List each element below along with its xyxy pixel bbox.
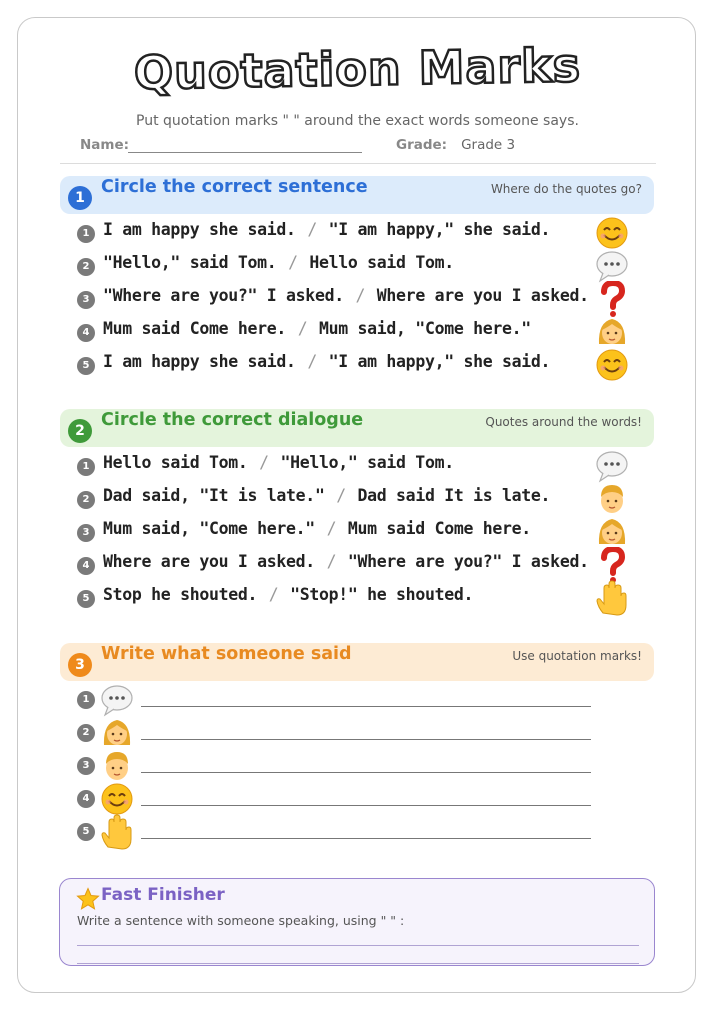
item-number: 1: [77, 458, 95, 476]
grade-label: Grade:: [396, 137, 448, 153]
item-number: 4: [77, 324, 95, 342]
item-number: 5: [77, 357, 95, 375]
option-b[interactable]: Mum said, "Come here.": [318, 319, 531, 338]
fast-finisher-box: [59, 878, 655, 966]
woman-icon: [99, 715, 135, 751]
item-number: 1: [77, 691, 95, 709]
sentence-pair: [103, 486, 550, 505]
option-a[interactable]: Where are you I asked.: [103, 552, 315, 571]
sentence-pair: [103, 453, 454, 472]
writing-row: [77, 684, 597, 716]
writing-row: [77, 816, 597, 848]
option-a[interactable]: Stop he shouted.: [103, 585, 258, 604]
speech-bubble-icon: [594, 448, 630, 484]
page-title: Quotation Marks: [133, 38, 582, 100]
option-b[interactable]: Hello said Tom.: [309, 253, 454, 272]
speech-bubble-icon: [99, 682, 135, 718]
item-number: 3: [77, 291, 95, 309]
smiley-icon: [594, 347, 630, 383]
separator: /: [307, 220, 317, 239]
woman-icon: [594, 314, 630, 350]
section2-hint: Quotes around the words!: [485, 415, 642, 429]
item-number: 2: [77, 491, 95, 509]
section1-heading: Circle the correct sentence: [101, 177, 368, 197]
sentence-pair: [103, 552, 589, 571]
fast-finisher-heading: Fast Finisher: [101, 885, 225, 905]
answer-line[interactable]: [141, 805, 591, 806]
section2-item: [77, 484, 637, 514]
separator: /: [336, 486, 346, 505]
answer-line[interactable]: [77, 963, 639, 964]
section2-item: [77, 583, 637, 613]
fast-finisher-instruction: Write a sentence with someone speaking, using " " :: [77, 913, 405, 928]
option-b[interactable]: "Where are you?" I asked.: [347, 552, 589, 571]
section1-item: [77, 284, 637, 314]
woman-icon: [594, 514, 630, 550]
smiley-icon: [99, 781, 135, 817]
separator: /: [326, 552, 337, 571]
sentence-pair: [103, 519, 531, 538]
option-a[interactable]: Dad said, "It is late.": [103, 486, 325, 505]
section1-header: [60, 176, 654, 214]
section2-heading: Circle the correct dialogue: [101, 410, 364, 430]
name-field-line[interactable]: [128, 152, 362, 153]
page-subtitle: Put quotation marks " " around the exact words someone says.: [136, 113, 579, 129]
sentence-pair: [103, 286, 589, 305]
section1-hint: Where do the quotes go?: [490, 182, 642, 196]
option-a[interactable]: I am happy she said.: [103, 352, 296, 371]
section1-item: [77, 251, 637, 281]
option-a[interactable]: "Hello," said Tom.: [103, 253, 277, 272]
separator: /: [326, 519, 337, 538]
section1-item: [77, 350, 637, 380]
section3-number: 3: [68, 653, 92, 677]
option-b[interactable]: "I am happy," she said.: [328, 352, 551, 371]
separator: /: [297, 319, 308, 338]
sentence-pair: [103, 220, 550, 239]
answer-line[interactable]: [141, 838, 591, 839]
answer-line[interactable]: [77, 945, 639, 946]
raised-hand-icon: [594, 580, 630, 616]
separator: /: [268, 585, 279, 604]
section1-item: [77, 218, 637, 248]
option-a[interactable]: I am happy she said.: [103, 220, 296, 239]
grade-value: Grade 3: [461, 137, 516, 153]
option-a[interactable]: Hello said Tom.: [103, 453, 248, 472]
option-b[interactable]: Dad said It is late.: [357, 486, 551, 505]
option-b[interactable]: Mum said Come here.: [347, 519, 531, 538]
item-number: 5: [77, 823, 95, 841]
answer-line[interactable]: [141, 706, 591, 707]
section2-number: 2: [68, 419, 92, 443]
section3-heading: Write what someone said: [101, 644, 352, 664]
option-a[interactable]: "Where are you?" I asked.: [103, 286, 344, 305]
sentence-pair: [103, 585, 473, 604]
section1-number: 1: [68, 186, 92, 210]
item-number: 4: [77, 557, 95, 575]
item-number: 4: [77, 790, 95, 808]
separator: /: [355, 286, 366, 305]
option-a[interactable]: Mum said, "Come here.": [103, 519, 315, 538]
item-number: 2: [77, 258, 95, 276]
item-number: 5: [77, 590, 95, 608]
option-b[interactable]: "I am happy," she said.: [328, 220, 551, 239]
option-b[interactable]: "Hello," said Tom.: [280, 453, 454, 472]
section2-item: [77, 550, 637, 580]
section1-item: [77, 317, 637, 347]
option-b[interactable]: Where are you I asked.: [376, 286, 589, 305]
item-number: 1: [77, 225, 95, 243]
grade-row: [396, 137, 515, 153]
man-icon: [99, 748, 135, 784]
item-number: 2: [77, 724, 95, 742]
section3-hint: Use quotation marks!: [512, 649, 642, 663]
section2-header: [60, 409, 654, 447]
section2-item: [77, 517, 637, 547]
option-a[interactable]: Mum said Come here.: [103, 319, 287, 338]
name-label: Name:: [80, 137, 130, 153]
option-b[interactable]: "Stop!" he shouted.: [290, 585, 474, 604]
sentence-pair: [103, 352, 550, 371]
writing-row: [77, 783, 597, 815]
header-divider: [60, 163, 656, 164]
speech-bubble-icon: [594, 248, 630, 284]
section3-header: [60, 643, 654, 681]
sentence-pair: [103, 319, 531, 338]
question-mark-icon: [594, 547, 630, 583]
separator: /: [288, 253, 298, 272]
man-icon: [594, 481, 630, 517]
sentence-pair: [103, 253, 454, 272]
star-icon: [76, 887, 100, 911]
separator: /: [307, 352, 317, 371]
question-mark-icon: [594, 281, 630, 317]
writing-row: [77, 717, 597, 749]
section2-item: [77, 451, 637, 481]
answer-line[interactable]: [141, 739, 591, 740]
smiley-icon: [594, 215, 630, 251]
item-number: 3: [77, 524, 95, 542]
answer-line[interactable]: [141, 772, 591, 773]
writing-row: [77, 750, 597, 782]
raised-hand-icon: [99, 814, 135, 850]
item-number: 3: [77, 757, 95, 775]
separator: /: [259, 453, 269, 472]
